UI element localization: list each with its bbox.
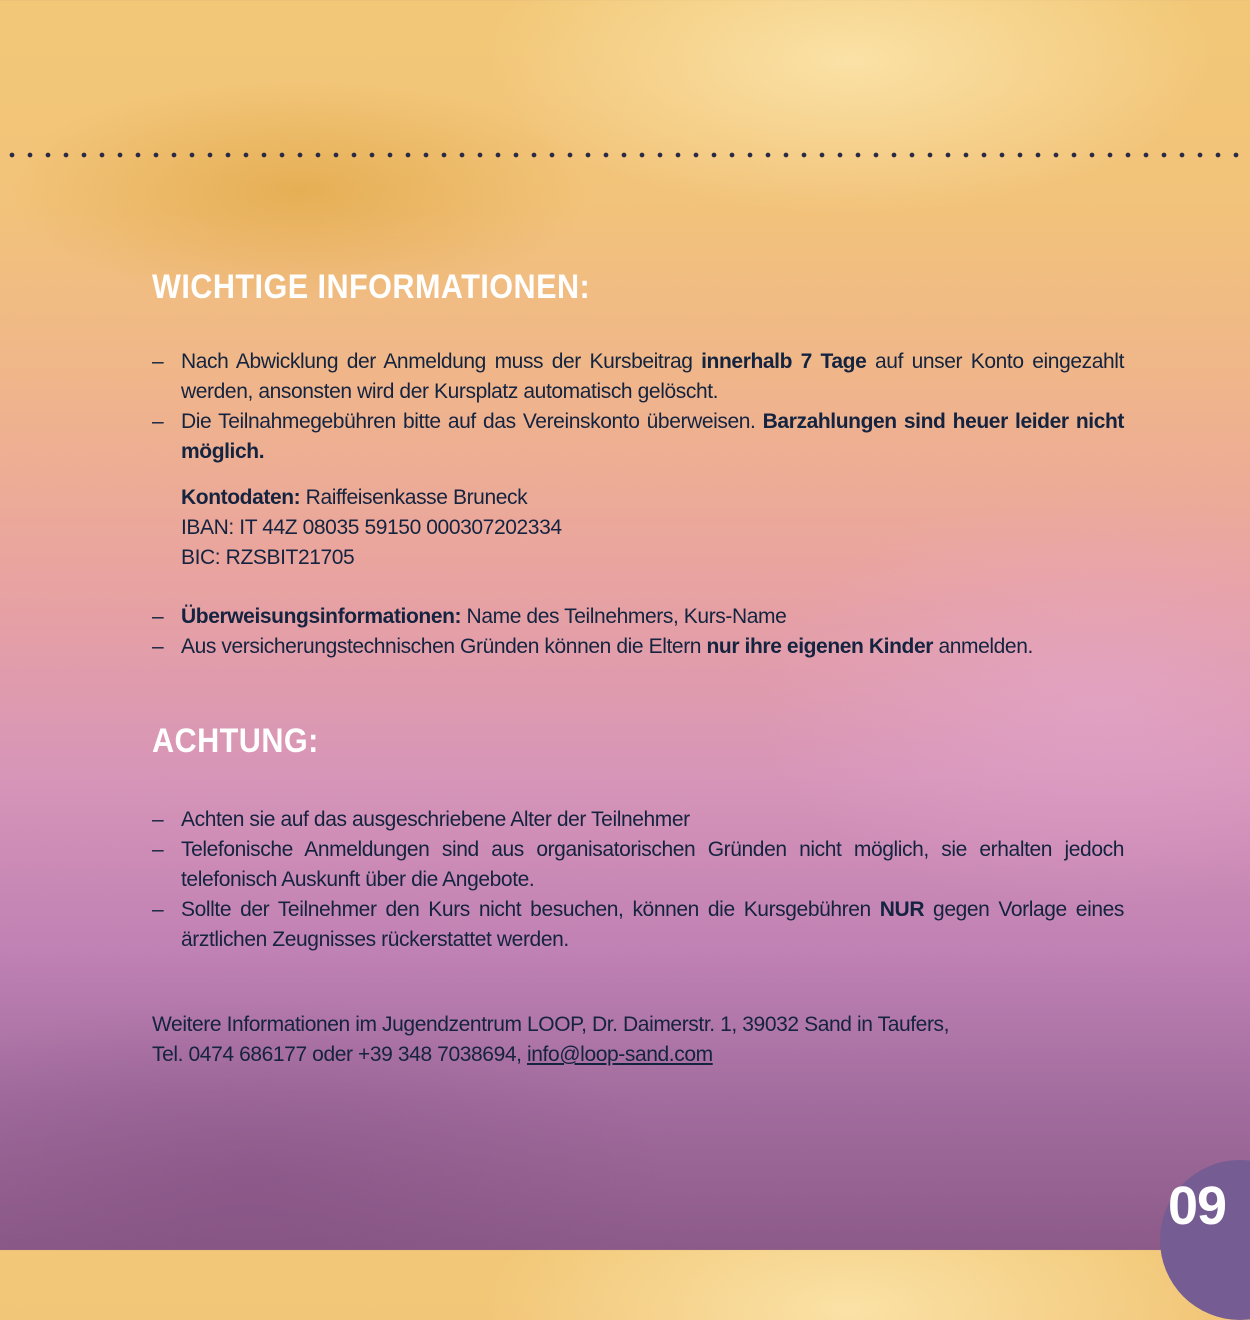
no-cash-emphasis: Barzahlungen sind heuer leider nicht möglich. <box>181 410 1124 463</box>
own-children-emphasis: nur ihre eigenen Kinder <box>706 635 934 658</box>
deadline-emphasis: innerhalb 7 Tage <box>701 350 867 373</box>
page-content <box>152 268 1124 1070</box>
section-title-important-info: WICHTIGE INFORMATIONEN: <box>152 268 591 306</box>
bank-label: Kontodaten: <box>181 486 301 509</box>
email-link[interactable]: info@loop-sand.com <box>527 1043 713 1066</box>
page-number: 09 <box>1168 1176 1227 1236</box>
important-info-list <box>152 347 1124 467</box>
bank-name: Raiffeisenkasse Bruneck <box>300 486 528 509</box>
contact-phone: Tel. 0474 686177 oder +39 348 7038694, <box>152 1043 527 1066</box>
list-item: – Aus versicherungstechnischen Gründen können die Eltern nur ihre eigenen Kinder anmelden. <box>152 632 1124 662</box>
section-title-attention: ACHTUNG: <box>152 722 319 760</box>
contact-address: Weitere Informationen im Jugendzentrum LOOP, Dr. Daimerstr. 1, 39032 Sand in Taufers, <box>152 1013 950 1036</box>
contact-info <box>152 1010 1124 1070</box>
list-item: – Sollte der Teilnehmer den Kurs nicht besuchen, können die Kursgebühren NUR gegen Vorlage eines ärztlichen Zeugnisses rückerstattet werden. <box>152 895 1124 955</box>
nur-emphasis: NUR <box>879 898 925 921</box>
list-item: – Nach Abwicklung der Anmeldung muss der Kursbeitrag innerhalb 7 Tage auf unser Konto eingezahlt werden, ansonsten wird der Kursplatz automatisch gelöscht. <box>152 347 1124 407</box>
bank-details <box>152 483 1124 573</box>
important-info-list-2 <box>152 602 1124 662</box>
list-item: – Achten sie auf das ausgeschriebene Alter der Teilnehmer <box>152 805 1124 835</box>
transfer-info-label: Überweisungsinformationen: <box>181 605 462 628</box>
list-item: – Telefonische Anmeldungen sind aus organisatorischen Gründen nicht möglich, sie erhalten jedoch telefonisch Auskunft über die Angebote. <box>152 835 1124 895</box>
list-item: – Die Teilnahmegebühren bitte auf das Vereinskonto überweisen. Barzahlungen sind heuer leider nicht möglich. <box>152 407 1124 467</box>
dotted-divider <box>0 150 1250 160</box>
iban: IBAN: IT 44Z 08035 59150 000307202334 <box>181 516 562 539</box>
attention-list <box>152 805 1124 955</box>
list-item: – Überweisungsinformationen: Name des Teilnehmers, Kurs-Name <box>152 602 1124 632</box>
bic: BIC: RZSBIT21705 <box>181 546 355 569</box>
